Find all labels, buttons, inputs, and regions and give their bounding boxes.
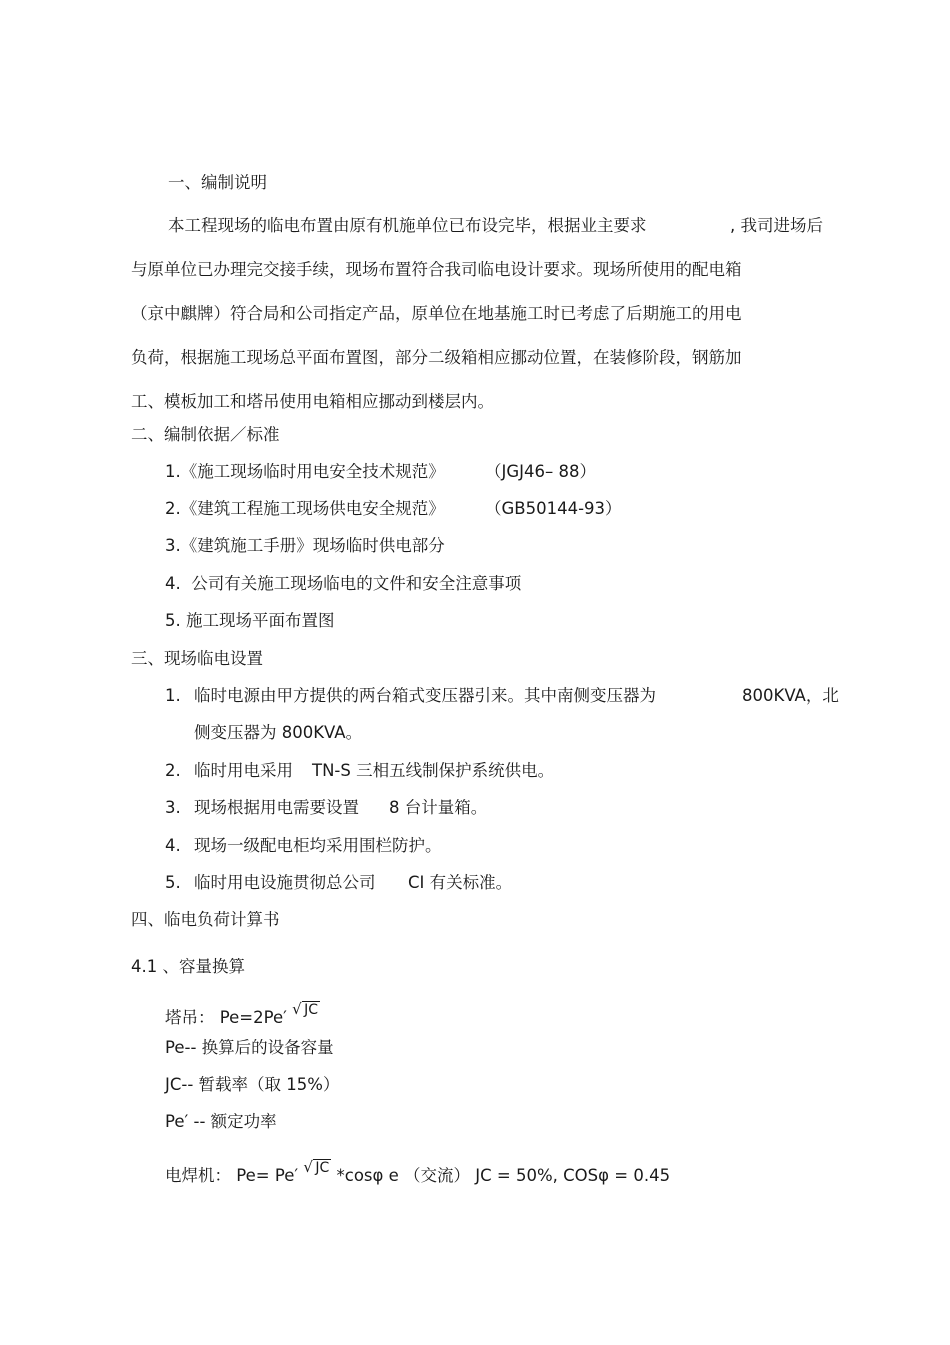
list-number: 2. bbox=[165, 761, 181, 780]
definition-rated-power: Pe′ -- 额定功率 bbox=[165, 1112, 277, 1131]
list-item-value: 8 台计量箱。 bbox=[389, 798, 488, 817]
definition-pe: Pe-- 换算后的设备容量 bbox=[165, 1038, 334, 1057]
list-item-code: （GB50144-93） bbox=[485, 499, 622, 518]
list-item: 5. 施工现场平面布置图 bbox=[165, 611, 335, 630]
list-item: 现场根据用电需要设置 bbox=[194, 798, 359, 817]
formula-tower-crane: 塔吊： Pe=2Pe′ √ JC bbox=[165, 1000, 318, 1027]
list-number: 4. bbox=[165, 836, 181, 855]
para-line-1a: 本工程现场的临电布置由原有机施单位已布设完毕，根据业主要求 bbox=[168, 216, 647, 235]
section-1-heading: 一、编制说明 bbox=[168, 173, 267, 192]
section-3-heading: 三、现场临电设置 bbox=[131, 649, 263, 668]
list-item-value: 800KVA，北 bbox=[742, 686, 839, 705]
list-item: 现场一级配电柜均采用围栏防护。 bbox=[194, 836, 442, 855]
list-item: 临时电源由甲方提供的两台箱式变压器引来。其中南侧变压器为 bbox=[194, 686, 656, 705]
list-item-code: （JGJ46– 88） bbox=[485, 462, 597, 481]
para-line-1b: , 我司进场后 bbox=[730, 216, 823, 235]
sqrt-jc: √ JC bbox=[292, 1000, 318, 1018]
formula-welder: 电焊机： Pe= Pe′ √ JC *cosφ e （交流） JC = 50%, COSφ = 0.45 bbox=[165, 1158, 671, 1185]
list-item-value: CI 有关标准。 bbox=[408, 873, 513, 892]
sqrt-jc: √ JC bbox=[303, 1158, 330, 1176]
definition-jc: JC-- 暂载率（取 15%） bbox=[165, 1075, 340, 1094]
list-item-continuation: 侧变压器为 800KVA。 bbox=[194, 723, 363, 742]
list-item-value: TN-S 三相五线制保护系统供电。 bbox=[312, 761, 555, 780]
list-item: 临时用电设施贯彻总公司 bbox=[194, 873, 376, 892]
section-2-heading: 二、编制依据／标准 bbox=[131, 425, 280, 444]
para-line-2: 与原单位已办理完交接手续，现场布置符合我司临电设计要求。现场所使用的配电箱 bbox=[131, 260, 742, 279]
list-number: 5. bbox=[165, 873, 181, 892]
list-number: 1. bbox=[165, 686, 181, 705]
para-line-4: 负荷，根据施工现场总平面布置图，部分二级箱相应挪动位置，在装修阶段，钢筋加 bbox=[131, 348, 742, 367]
list-item: 临时用电采用 bbox=[194, 761, 293, 780]
list-item: 4. 公司有关施工现场临电的文件和安全注意事项 bbox=[165, 574, 522, 593]
section-4-heading: 四、临电负荷计算书 bbox=[131, 910, 280, 929]
para-line-3: （京中麒牌）符合局和公司指定产品，原单位在地基施工时已考虑了后期施工的用电 bbox=[131, 304, 742, 323]
para-line-5: 工、模板加工和塔吊使用电箱相应挪动到楼层内。 bbox=[131, 392, 494, 411]
list-number: 3. bbox=[165, 798, 181, 817]
list-item: 1.《施工现场临时用电安全技术规范》 bbox=[165, 462, 445, 481]
subsection-heading: 4.1 、容量换算 bbox=[131, 957, 245, 976]
list-item: 2.《建筑工程施工现场供电安全规范》 bbox=[165, 499, 445, 518]
list-item: 3.《建筑施工手册》现场临时供电部分 bbox=[165, 536, 445, 555]
